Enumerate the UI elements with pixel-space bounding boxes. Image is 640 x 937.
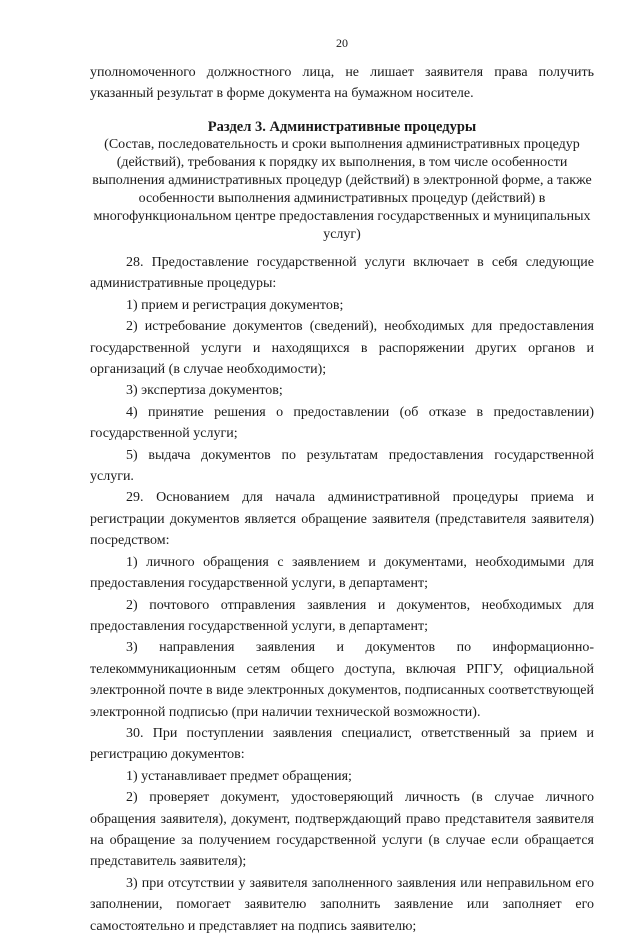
section-title: Раздел 3. Административные процедуры bbox=[207, 119, 477, 135]
section-subtitle: (Состав, последовательность и сроки выполнения административных процедур (действий), требования к порядку их выполнения, в том числе особенности выполнения административных процедур (действий) в электронной форме, а также особенности выполнения административных процедур (действий) в многофункциональном центре предоставления государственных и муниципальных услуг) bbox=[92, 137, 592, 242]
list-item: 5) выдача документов по результатам предоставления государственной услуги. bbox=[90, 447, 594, 485]
section-heading bbox=[90, 118, 594, 244]
list-item: 1) устанавливает предмет обращения; bbox=[126, 768, 352, 784]
list-item: 3) направления заявления и документов по информационно-телекоммуникационным сетям общего доступа, включая РПГУ, официальной электронной почте в виде электронных документов, подписанных соответствующей электронной подписью (при наличии технической возможности). bbox=[90, 640, 594, 720]
intro-paragraph: уполномоченного должностного лица, не лишает заявителя права получить указанный результат в форме документа на бумажном носителе. bbox=[90, 65, 594, 102]
list-item: 2) проверяет документ, удостоверяющий личность (в случае личного обращения заявителя), документ, подтверждающий право представителя заявителя на обращение за получением государственной услуги (в случае если обращается представитель заявителя); bbox=[90, 790, 594, 870]
list-item: 2) истребование документов (сведений), необходимых для предоставления государственной услуги и находящихся в распоряжении других органов и организаций (в случае необходимости); bbox=[90, 319, 594, 378]
page-number: 20 bbox=[336, 36, 348, 50]
paragraph-30: 30. При поступлении заявления специалист, ответственный за прием и регистрацию документов: bbox=[90, 725, 594, 763]
list-item: 1) прием и регистрация документов; bbox=[126, 297, 344, 313]
list-item: 3) экспертиза документов; bbox=[126, 383, 283, 399]
list-item: 3) при отсутствии у заявителя заполненного заявления или неправильном его заполнении, помогает заявителю заполнить заявление или заполняет его самостоятельно и представляет на подпись заявителю; bbox=[90, 875, 594, 934]
paragraph-29: 29. Основанием для начала административной процедуры приема и регистрации документов является обращение заявителя (представителя заявителя) посредством: bbox=[90, 490, 594, 549]
list-item: 2) почтового отправления заявления и документов, необходимых для предоставления государственной услуги, в департамент; bbox=[90, 597, 594, 634]
body-text bbox=[90, 252, 594, 937]
list-item: 1) личного обращения с заявлением и документами, необходимыми для предоставления государственной услуги, в департамент; bbox=[90, 554, 594, 592]
list-item: 4) принятие решения о предоставлении (об отказе в предоставлении) государственной услуги; bbox=[90, 404, 594, 442]
paragraph-28: 28. Предоставление государственной услуги включает в себя следующие административные процедуры: bbox=[90, 255, 594, 292]
intro-block bbox=[90, 62, 594, 105]
